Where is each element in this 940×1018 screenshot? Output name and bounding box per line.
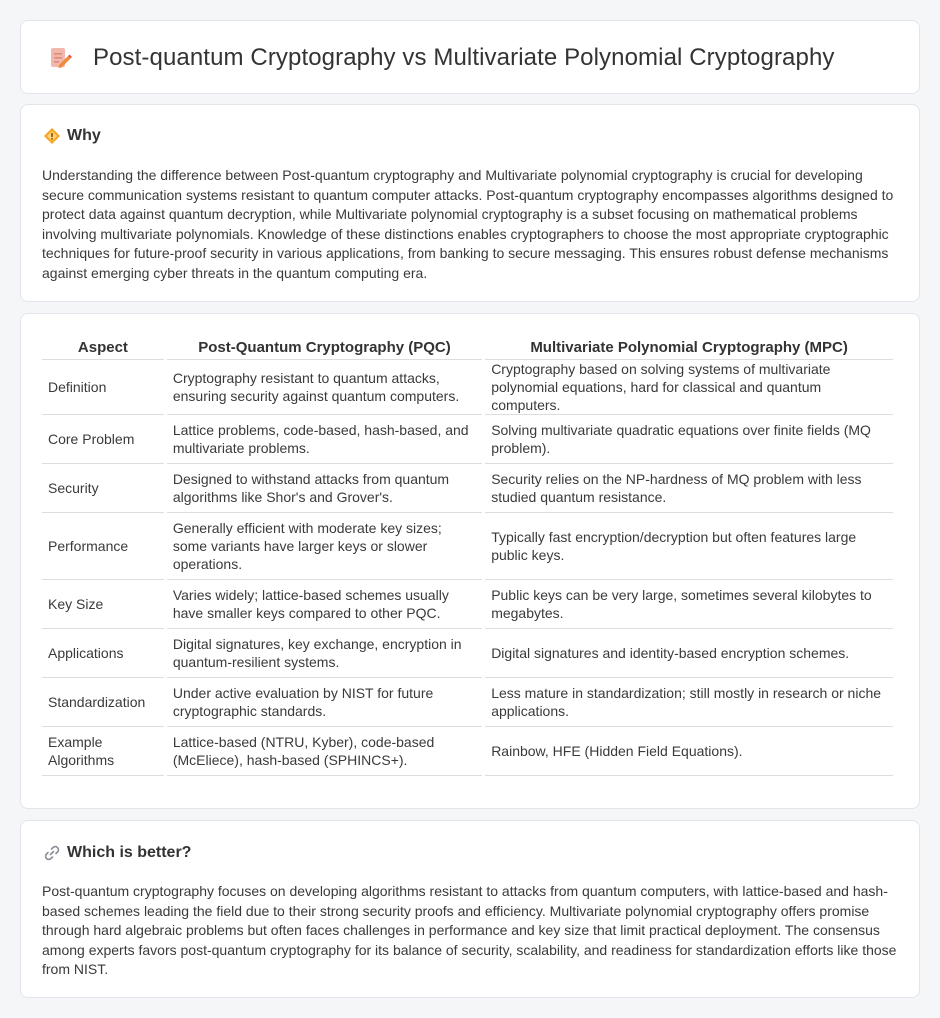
better-text: Post-quantum cryptography focuses on developing algorithms resistant to attacks from quantum computers, with lattice-based and hash-based schemes leading the field due to their strong security proofs and efficiency. Multivariate polynomial cryptography offers promise through hard algebraic problems but often faces challenges in performance and key size that limit practical deployment. The consensus among experts favors post-quantum cryptography for its balance of security, scalability, and readiness for standardization efforts like those from NIST. [42, 883, 897, 977]
better-heading-row [43, 844, 191, 862]
pqc-cell: Cryptography resistant to quantum attacks, ensuring security against quantum computers. [167, 360, 482, 415]
mpc-cell: Cryptography based on solving systems of multivariate polynomial equations, hard for classical and quantum computers. [485, 360, 893, 415]
pqc-cell: Lattice-based (NTRU, Kyber), code-based (McEliece), hash-based (SPHINCS+). [167, 727, 482, 776]
aspect-cell: Security [42, 464, 164, 513]
table-row [42, 464, 893, 513]
why-text: Understanding the difference between Post-quantum cryptography and Multivariate polynomial cryptography is crucial for developing secure communication systems resistant to quantum computer attacks. Post-quantum cryptography encompasses algorithms designed to protect data against quantum decryption, while Multivariate polynomial cryptography is a subset focusing on mathematical problems involving multivariate polynomials. Knowledge of these distinctions enables cryptographers to choose the most appropriate cryptographic techniques for future-proof security in various applications, from banking to secure messaging. This ensures robust defense mechanisms against emerging cyber threats in the quantum computing era. [42, 167, 894, 281]
table-row [42, 360, 893, 415]
table-row [42, 580, 893, 629]
comparison-table-card [20, 313, 920, 809]
pqc-cell: Varies widely; lattice-based schemes usually have smaller keys compared to other PQC. [167, 580, 482, 629]
mpc-cell: Typically fast encryption/decryption but often features large public keys. [485, 513, 893, 580]
aspect-cell: Definition [42, 360, 164, 415]
mpc-cell: Digital signatures and identity-based encryption schemes. [485, 629, 893, 678]
pqc-cell: Lattice problems, code-based, hash-based, and multivariate problems. [167, 415, 482, 464]
aspect-cell: Key Size [42, 580, 164, 629]
link-icon [43, 844, 61, 862]
pqc-cell: Digital signatures, key exchange, encryption in quantum-resilient systems. [167, 629, 482, 678]
table-row [42, 727, 893, 776]
aspect-cell: Performance [42, 513, 164, 580]
title-row [47, 21, 835, 95]
page-title: Post-quantum Cryptography vs Multivariate Polynomial Cryptography [93, 44, 835, 71]
aspect-cell: Applications [42, 629, 164, 678]
aspect-cell: Example Algorithms [42, 727, 164, 776]
mpc-cell: Less mature in standardization; still mostly in research or niche applications. [485, 678, 893, 727]
mpc-cell: Public keys can be very large, sometimes several kilobytes to megabytes. [485, 580, 893, 629]
better-heading: Which is better? [67, 844, 192, 861]
pqc-cell: Under active evaluation by NIST for future cryptographic standards. [167, 678, 482, 727]
table-row [42, 629, 893, 678]
mpc-cell: Solving multivariate quadratic equations over finite fields (MQ problem). [485, 415, 893, 464]
diamond-warning-icon [43, 127, 61, 145]
why-heading-row [43, 127, 101, 145]
which-is-better-section [20, 820, 920, 998]
table-row [42, 513, 893, 580]
aspect-cell: Core Problem [42, 415, 164, 464]
pqc-cell: Designed to withstand attacks from quantum algorithms like Shor's and Grover's. [167, 464, 482, 513]
title-card [20, 20, 920, 94]
table-row [42, 678, 893, 727]
column-header: Post-Quantum Cryptography (PQC) [167, 334, 482, 360]
pqc-cell: Generally efficient with moderate key sizes; some variants have larger keys or slower operations. [167, 513, 482, 580]
why-heading: Why [67, 127, 101, 144]
table-header-row [42, 334, 893, 360]
why-section [20, 104, 920, 302]
table-row [42, 415, 893, 464]
comparison-table [39, 334, 896, 776]
mpc-cell: Rainbow, HFE (Hidden Field Equations). [485, 727, 893, 776]
aspect-cell: Standardization [42, 678, 164, 727]
column-header: Aspect [42, 334, 164, 360]
mpc-cell: Security relies on the NP-hardness of MQ problem with less studied quantum resistance. [485, 464, 893, 513]
column-header: Multivariate Polynomial Cryptography (MPC) [485, 334, 893, 360]
document-edit-icon [47, 45, 73, 71]
